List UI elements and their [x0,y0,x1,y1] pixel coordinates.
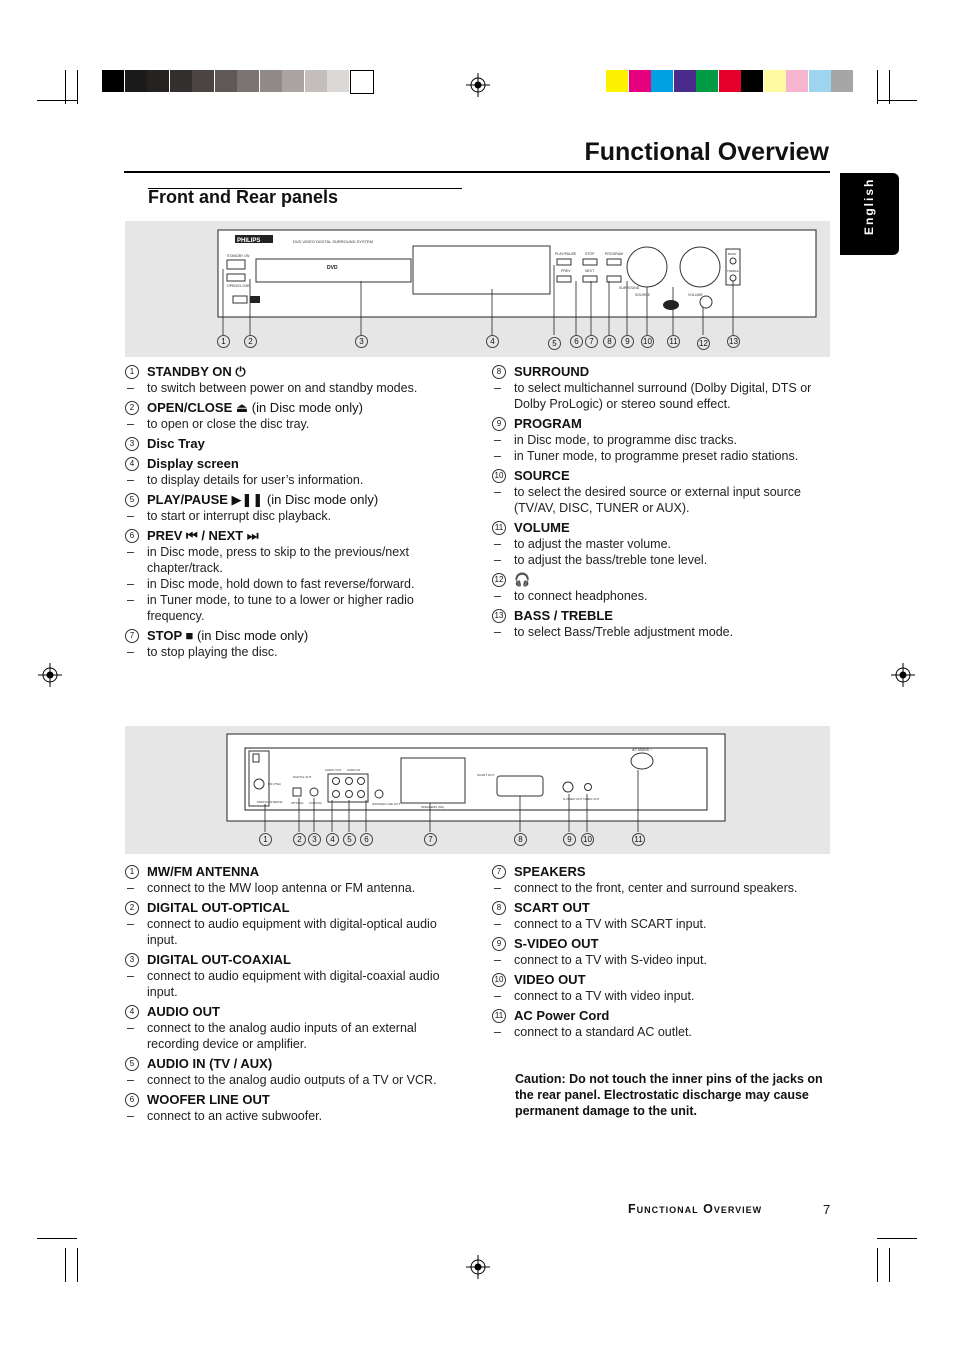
item-number: 2 [125,901,139,915]
item-number: 1 [125,365,139,379]
digital-out-label: DIGITAL OUT [293,775,312,779]
color-swatch [350,70,374,94]
language-tab [840,173,899,255]
front-callout: 6 [570,335,583,348]
title-rule [124,171,830,173]
item-heading [125,364,447,380]
treble-label: TREBLE [727,269,739,273]
front-callout: 11 [667,335,680,348]
item-note: (in Disc mode only) [263,492,379,507]
item-description: – connect to a TV with S-video input. [494,953,707,967]
front-panel-drawing [125,221,830,357]
volume-label: VOLUME [688,293,703,297]
item-heading [492,1008,822,1024]
item-description: – to select multichannel surround (Dolby Digital, DTS or Dolby ProLogic) or stereo sound effect. [494,381,812,411]
item-heading [125,1056,447,1072]
play-label: PLAY/PAUSE [555,252,577,256]
item-number: 4 [125,1005,139,1019]
item-description: – connect to the analog audio inputs of an external recording device or amplifier. [127,1021,417,1051]
item-heading [492,572,822,588]
source-knob [627,247,667,287]
item-description: – connect to the front, center and surround speakers. [494,881,798,895]
rear-callout: 3 [308,833,321,846]
item-description: – in Disc mode, press to skip to the previous/next chapter/track. [127,545,409,575]
front-callout: 8 [603,335,616,348]
item-label: Disc Tray [147,436,205,451]
item-label: SURROUND [514,364,590,379]
front-callout: 7 [585,335,598,348]
color-swatch [305,70,327,92]
scart-label: SCART OUT [477,773,495,777]
item-description: – to adjust the bass/treble tone level. [494,553,708,567]
item-number: 11 [492,521,506,535]
item-number: 6 [125,529,139,543]
item-number: 8 [492,901,506,915]
front-callout: 13 [727,335,740,348]
item-number: 1 [125,865,139,879]
item-description: – to select the desired source or external input source (TV/AV, DISC, TUNER or AUX). [494,485,801,515]
item-description: – to select Bass/Treble adjustment mode. [494,625,734,639]
headphone-jack [700,296,712,308]
color-swatch [192,70,214,92]
item-number: 2 [125,401,139,415]
rear-callout: 2 [293,833,306,846]
source-label: SOURCE [635,293,650,297]
surround-label: SURROUND [619,286,640,290]
fm-label: FM (75Ω) [268,782,281,786]
rear-callout: 1 [259,833,272,846]
color-swatch [696,70,718,92]
item-note: (in Disc mode only) [248,400,364,415]
item-label: BASS / TREBLE [514,608,613,623]
dvd-badge: DVD [327,265,338,271]
color-swatch [215,70,237,92]
color-swatch [719,70,741,92]
item-label: OPEN/CLOSE ⏏ [147,400,249,415]
registration-mark-left [38,663,62,687]
item-note: (in Disc mode only) [193,628,309,643]
color-swatch [809,70,831,92]
item-description: – in Tuner mode, to tune to a lower or higher radio frequency. [127,593,414,623]
rear-callout: 9 [563,833,576,846]
item-label: PLAY/PAUSE ▶❚❚ [147,492,264,507]
item-heading [125,436,447,452]
standby-button [227,260,245,269]
item-number: 4 [125,457,139,471]
color-swatch [170,70,192,92]
color-swatch [327,70,349,92]
item-description: – in Tuner mode, to programme preset radio stations. [494,449,799,463]
item-description: – connect to the MW loop antenna or FM antenna. [127,881,416,895]
item-number: 9 [492,937,506,951]
speakers-label: SPEAKERS (6Ω) [421,805,444,809]
stop-label: STOP [585,252,595,256]
item-heading [492,364,822,380]
registration-mark-right [891,663,915,687]
item-number: 10 [492,469,506,483]
ac-cord [631,753,653,769]
rear-panel-drawing [125,726,830,854]
item-description: – to display details for user’s information. [127,473,364,487]
item-number: 12 [492,573,506,587]
item-description: – connect to audio equipment with digital-optical audio input. [127,917,437,947]
front-callout: 1 [217,335,230,348]
caution-note: Caution: Do not touch the inner pins of the jacks on the rear panel. Electrostatic discharge may cause permanent damage to the unit. [515,1072,823,1118]
item-label: 🎧 [514,572,531,587]
video-jack [585,784,592,791]
item-heading [492,864,822,880]
coaxial-label: COAXIAL [309,801,323,805]
color-swatch [674,70,696,92]
color-swatch [147,70,169,92]
item-label: SOURCE [514,468,570,483]
item-number: 9 [492,417,506,431]
item-description: – connect to audio equipment with digital-coaxial audio input. [127,969,440,999]
item-heading [125,400,447,416]
item-number: 6 [125,1093,139,1107]
item-label: VIDEO OUT [514,972,586,987]
item-heading [492,468,822,484]
front-callout: 3 [355,335,368,348]
rear-callout: 10 [581,833,594,846]
optical-jack [293,788,301,796]
rear-callout: 11 [632,833,645,846]
item-description: – to stop playing the disc. [127,645,278,659]
item-number: 3 [125,437,139,451]
item-heading [125,952,447,968]
front-callout: 4 [486,335,499,348]
open-close-label: OPEN/CLOSE [227,284,250,288]
item-label: AUDIO IN (TV / AUX) [147,1056,273,1071]
front-callout: 12 [697,337,710,350]
color-swatch [764,70,786,92]
item-label: DIGITAL OUT-OPTICAL [147,900,290,915]
item-heading [125,1004,447,1020]
item-description: – to adjust the master volume. [494,537,672,551]
video-label: VIDEO OUT [583,797,600,801]
rear-panel-illustration [125,726,830,854]
item-label: STOP ■ [147,628,194,643]
color-swatch [102,70,124,92]
rear-callout: 6 [360,833,373,846]
woofer-jack [375,790,383,798]
color-swatch [237,70,259,92]
item-heading [125,900,447,916]
item-number: 13 [492,609,506,623]
item-label: Display screen [147,456,239,471]
item-heading [492,972,822,988]
item-description: – connect to a TV with SCART input. [494,917,707,931]
next-label: NEXT [585,269,595,273]
rear-callout: 4 [326,833,339,846]
item-label: AUDIO OUT [147,1004,220,1019]
item-label: WOOFER LINE OUT [147,1092,270,1107]
color-swatch [125,70,147,92]
item-label: MW/FM ANTENNA [147,864,260,879]
item-heading [125,492,447,508]
color-swatch [651,70,673,92]
item-description: – to start or interrupt disc playback. [127,509,332,523]
item-heading [492,900,822,916]
item-heading [125,456,447,472]
color-swatch [786,70,808,92]
footer-section-title: Functional Overview [628,1202,763,1216]
model-text: DVD VIDEO DIGITAL SURROUND SYSTEM [293,239,374,244]
item-heading [125,528,447,544]
item-label: DIGITAL OUT-COAXIAL [147,952,291,967]
language-tab-label: English [862,177,876,235]
item-heading [125,1092,447,1108]
front-callout: 9 [621,335,634,348]
front-callout: 5 [548,337,561,350]
item-label: PROGRAM [514,416,582,431]
bass-label: BASS [728,252,737,256]
item-number: 11 [492,1009,506,1023]
item-heading [492,416,822,432]
svideo-label: S-VIDEO OUT [563,797,583,801]
color-swatch [831,70,853,92]
program-label: PROGRAM [605,252,624,256]
svideo-jack [563,782,573,792]
item-description: – to connect headphones. [494,589,648,603]
item-description: – to open or close the disc tray. [127,417,310,431]
front-callout: 2 [244,335,257,348]
item-heading [492,608,822,624]
registration-mark-bottom [466,1255,490,1279]
item-heading [492,520,822,536]
standby-label: STANDBY ON [227,254,250,258]
item-label: SPEAKERS [514,864,586,879]
item-heading [125,864,447,880]
color-swatch [741,70,763,92]
item-heading [492,936,822,952]
ac-label: AC MAINS ~ [632,748,652,752]
item-number: 8 [492,365,506,379]
brand-text: PHILIPS [237,238,261,244]
item-description: – in Disc mode, to programme disc tracks. [494,433,737,447]
coaxial-jack [310,788,318,796]
color-swatch [282,70,304,92]
color-swatch [629,70,651,92]
audio-out-label: AUDIO OUT [325,768,342,772]
rear-callout: 5 [343,833,356,846]
front-panel-illustration [125,221,830,357]
item-number: 7 [125,629,139,643]
audio-in-label: AUDIO IN [347,768,361,772]
volume-knob [680,247,720,287]
rear-callout: 8 [514,833,527,846]
color-swatch [606,70,628,92]
item-number: 10 [492,973,506,987]
page-title: Functional Overview [584,138,829,166]
item-label: SCART OUT [514,900,590,915]
item-label: S-VIDEO OUT [514,936,599,951]
item-number: 7 [492,865,506,879]
item-description: – connect to an active subwoofer. [127,1109,323,1123]
speaker-terminals [401,758,465,803]
rear-callout: 7 [424,833,437,846]
optical-label: OPTICAL [291,801,304,805]
display-screen [413,246,550,294]
color-swatch [260,70,282,92]
front-callout: 10 [641,335,654,348]
fm-antenna-jack [254,779,264,789]
item-number: 3 [125,953,139,967]
item-number: 5 [125,1057,139,1071]
item-label: VOLUME [514,520,570,535]
open-close-button [227,274,245,281]
item-label: STANDBY ON ⏻ [147,364,246,379]
prev-label: PREV [561,269,571,273]
item-description: – to switch between power on and standby modes. [127,381,418,395]
mw-label: MW/FM ANTENNA [257,800,283,804]
item-number: 5 [125,493,139,507]
item-heading [125,628,447,644]
item-description: – connect to the analog audio outputs of a TV or VCR. [127,1073,437,1087]
item-description: – connect to a TV with video input. [494,989,695,1003]
item-description: – in Disc mode, hold down to fast reverse/forward. [127,577,415,591]
page-number: 7 [823,1202,831,1217]
registration-mark-top [466,73,490,97]
section-subtitle: Front and Rear panels [148,187,339,207]
item-label: PREV ⏮ / NEXT ⏭ [147,528,259,543]
scart-connector [497,776,543,796]
woofer-label: WOOFER LINE OUT [372,802,401,806]
item-description: – connect to a standard AC outlet. [494,1025,692,1039]
item-label: AC Power Cord [514,1008,610,1023]
